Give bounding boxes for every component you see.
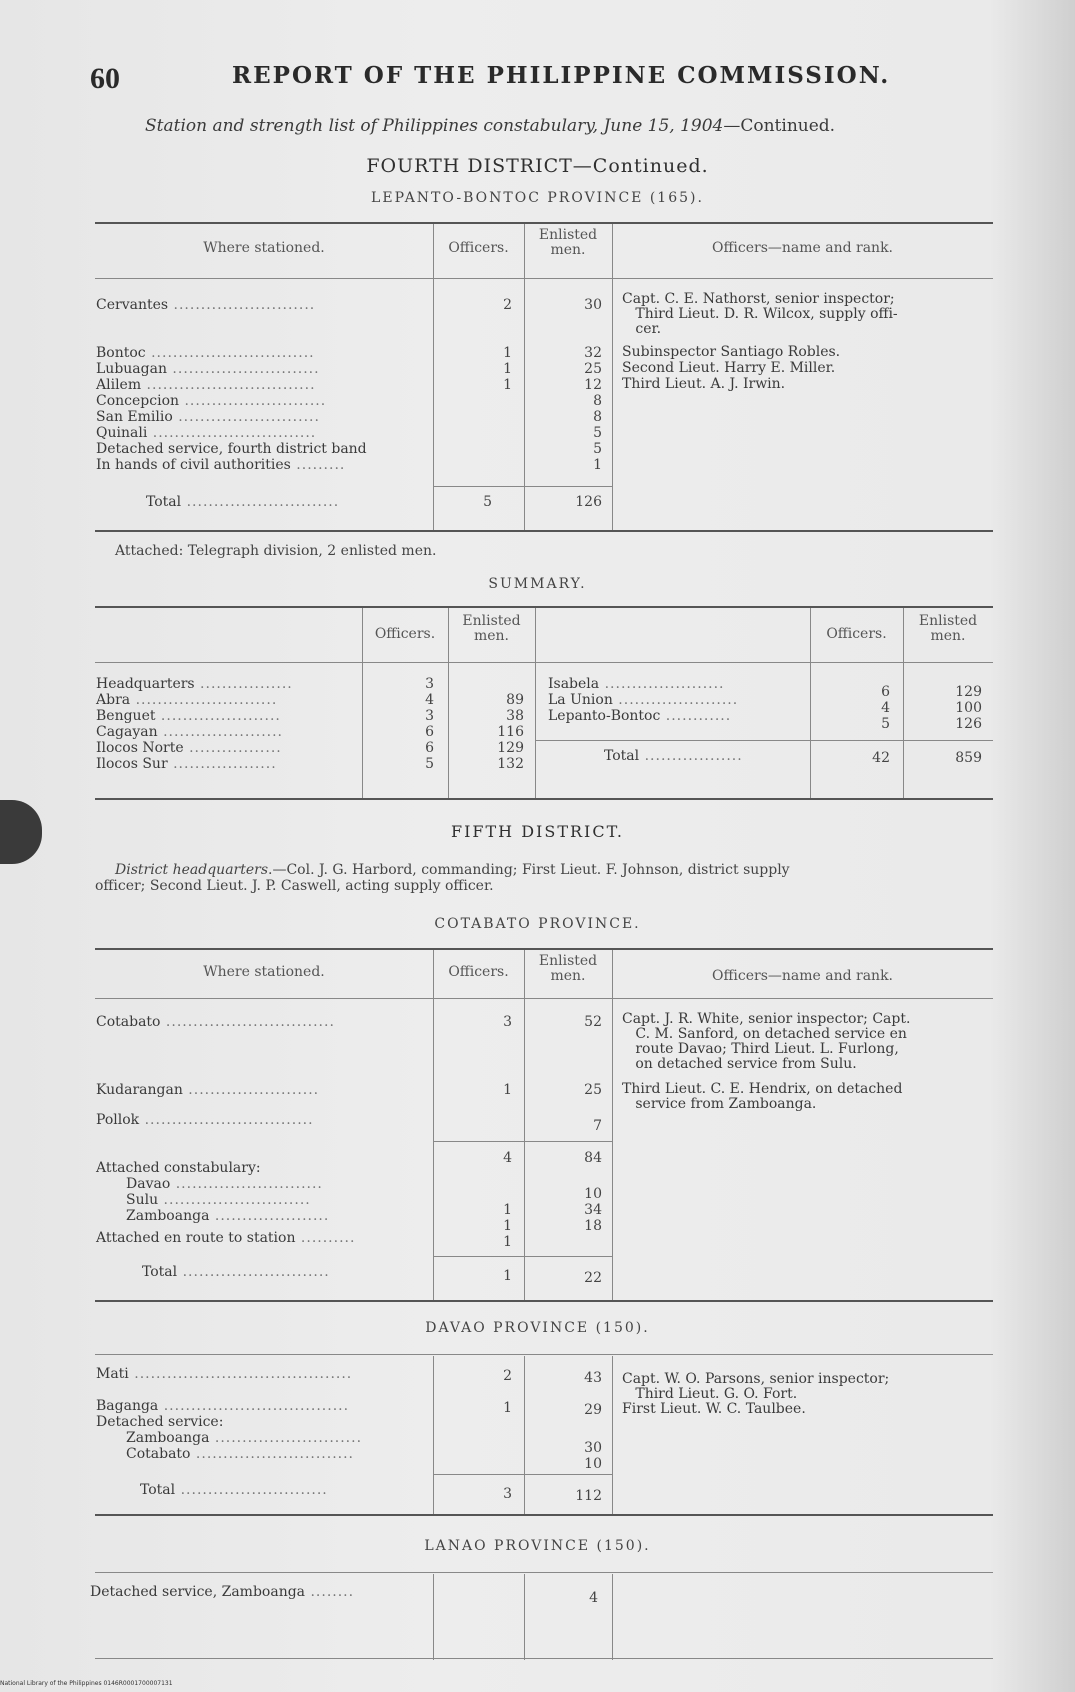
officers-cell: 2 bbox=[503, 1368, 512, 1384]
officers-cell: 5 bbox=[425, 756, 434, 772]
table-row: Cervantes .......................... bbox=[96, 297, 316, 313]
officers-cell: 1 bbox=[503, 1234, 512, 1250]
men-cell: 34 bbox=[584, 1202, 602, 1218]
men-cell: 43 bbox=[584, 1370, 602, 1386]
lepanto-province-heading: LEPANTO-BONTOC PROVINCE (165). bbox=[371, 190, 704, 206]
officers-cell: 4 bbox=[881, 700, 890, 716]
men-cell: 8 bbox=[593, 409, 602, 425]
officers-total: 42 bbox=[872, 750, 890, 766]
fourth-district-heading: FOURTH DISTRICT—Continued. bbox=[366, 155, 709, 177]
officers-cell: 1 bbox=[503, 361, 512, 377]
officers-cell: 6 bbox=[425, 724, 434, 740]
col-enlisted: Enlisted men. bbox=[538, 953, 598, 984]
officers-cell: 4 bbox=[425, 692, 434, 708]
total-row: Total ........................... bbox=[142, 1264, 330, 1280]
table-row: In hands of civil authorities ......... bbox=[96, 457, 346, 473]
table-caption: Station and strength list of Philippines constabulary, June 15, 1904—Continued. bbox=[145, 116, 836, 136]
summary-row: La Union ...................... bbox=[548, 692, 739, 708]
officers-cell: 2 bbox=[503, 297, 512, 313]
men-cell: 10 bbox=[584, 1186, 602, 1202]
men-cell: 5 bbox=[593, 441, 602, 457]
men-cell: 7 bbox=[593, 1118, 602, 1134]
men-cell: 129 bbox=[955, 684, 982, 700]
men-cell: 29 bbox=[584, 1402, 602, 1418]
men-cell: 126 bbox=[955, 716, 982, 732]
table-row: Cotabato ............................... bbox=[96, 1014, 335, 1030]
men-cell: 1 bbox=[593, 457, 602, 473]
table-row: Attached en route to station .......... bbox=[96, 1230, 356, 1246]
page-number: 60 bbox=[90, 62, 120, 95]
officers-cell: 1 bbox=[503, 377, 512, 393]
summary-row: Cagayan ...................... bbox=[96, 724, 283, 740]
total-row: Total ........................... bbox=[140, 1482, 328, 1498]
col-enlisted: Enlisted men. bbox=[538, 227, 598, 258]
table-row: Pollok ............................... bbox=[96, 1112, 314, 1128]
summary-heading: SUMMARY. bbox=[488, 576, 587, 592]
table-row: Mati ........................................ bbox=[96, 1366, 353, 1382]
district-headquarters-note: District headquarters.—Col. J. G. Harbord, commanding; First Lieut. F. Johnson, district supply bbox=[115, 862, 790, 878]
men-cell: 132 bbox=[497, 756, 524, 772]
lanao-province-heading: LANAO PROVINCE (150). bbox=[424, 1538, 651, 1554]
officers-cell: 4 bbox=[503, 1150, 512, 1166]
summary-row: Abra .......................... bbox=[96, 692, 278, 708]
summary-col-officers-2: Officers. bbox=[826, 626, 887, 642]
summary-row: Lepanto-Bontoc ............ bbox=[548, 708, 732, 724]
men-total: 126 bbox=[575, 494, 602, 510]
officers-total: 1 bbox=[503, 1268, 512, 1284]
fifth-district-heading: FIFTH DISTRICT. bbox=[450, 822, 625, 841]
officers-cell: 3 bbox=[425, 676, 434, 692]
col-names: Officers—name and rank. bbox=[711, 240, 894, 256]
men-cell: 116 bbox=[497, 724, 524, 740]
col-names: Officers—name and rank. bbox=[711, 968, 894, 984]
table-row: San Emilio .......................... bbox=[96, 409, 320, 425]
men-cell: 18 bbox=[584, 1218, 602, 1234]
table-row: Attached constabulary: bbox=[96, 1160, 261, 1176]
table-row: Detached service: bbox=[96, 1414, 224, 1430]
source-stamp: National Library of the Philippines 0146R0001700007131 bbox=[0, 1680, 173, 1687]
table-row: Zamboanga ........................... bbox=[126, 1430, 363, 1446]
men-cell: 25 bbox=[584, 1082, 602, 1098]
summary-col-officers: Officers. bbox=[374, 626, 436, 642]
officers-cell: 1 bbox=[503, 345, 512, 361]
table-row: Detached service, Zamboanga ........ bbox=[90, 1584, 355, 1600]
officers-cell: 5 bbox=[881, 716, 890, 732]
men-cell: 32 bbox=[584, 345, 602, 361]
men-cell: 25 bbox=[584, 361, 602, 377]
col-where-stationed: Where stationed. bbox=[203, 964, 325, 980]
men-cell: 84 bbox=[584, 1150, 602, 1166]
men-total: 112 bbox=[575, 1488, 602, 1504]
men-cell: 8 bbox=[593, 393, 602, 409]
table-row: Lubuagan ........................... bbox=[96, 361, 320, 377]
officers-cell: 1 bbox=[503, 1400, 512, 1416]
table-row: Sulu ........................... bbox=[126, 1192, 311, 1208]
table-row: Quinali .............................. bbox=[96, 425, 317, 441]
total-row: Total ............................ bbox=[146, 494, 340, 510]
men-cell: 89 bbox=[506, 692, 524, 708]
document-page: 60 REPORT OF THE PHILIPPINE COMMISSION. Station and strength list of Philippines constabulary, June 15, 1904—Continued. FOURTH DISTRICT—Continued. LEPANTO-BONTOC PROVINCE (165). Where stationed. Officers. Enlisted men. Officers—name and rank. Cervantes .......................... 2 30 Bontoc .............................. 1 32 Lubuagan ........................... 1 25 Alilem ............................... 1 12 Concepcion .......................... 8 San Emilio .......................... 8 Quinali .............................. 5 Detached service, fourth district band 5 In hands of civil authorities ......... 1 Total ............................ 5 126 Capt. C. E. Nathorst, senior inspector; Third Lieut. D. R. Wilcox, supply offi- cer. Subinspector Santiago Robles. Second Lieut. Harry E. Miller. Third Lieut. A. J. Irwin. Attached: Telegraph division, 2 enlisted men. SUMMARY. Officers. Enlisted men. Officers. Enlisted men. Headquarters ................. 3 Abra .......................... 4 89 Benguet ...................... 3 38 Cagayan ...................... 6 116 Ilocos Norte ................. 6 129 Ilocos Sur ................... 5 132 Isabela ...................... 6 129 La Union ...................... 4 100 Lepanto-Bontoc ............ 5 126 Total .................. 42 859 FIFTH DISTRICT. District headquarters.—Col. J. G. Harbord, commanding; First Lieut. F. Johnson, district supply officer; Second Lieut. J. P. Caswell, acting supply officer. COTABATO PROVINCE. Where stationed. Officers. Enlisted men. Officers—name and rank. Cotabato ............................... 3 52 Kudarangan ........................ 1 25 Pollok ............................... 7 Attached constabulary: 4 84 Davao ........................... 10 Sulu ........................... 1 34 Zamboanga ..................... 1 18 Attached en route to station .......... 1 Total ........................... 1 22 Capt. J. R. White, senior inspector; Capt. C. M. Sanford, on detached service en route Davao; Third Lieut. L. Furlong, on detached service from Sulu. Third Lieut. C. E. Hendrix, on detached service from Zamboanga. DAVAO PROVINCE (150). Mati ........................................ 2 43 Baganga .................................. 1 29 Detached service: Zamboanga ........................... 30 Cotabato ............................. 10 Total ........................... 3 112 Capt. W. O. Parsons, senior inspector; Third Lieut. G. O. Fort. First Lieut. W. C. Taulbee. LANAO PROVINCE (150). Detached service, Zamboanga ........ 4 National Library of the Philippines 0146R0001700007131 bbox=[0, 0, 1075, 1692]
men-cell: 4 bbox=[589, 1590, 598, 1606]
table-row: Cotabato ............................. bbox=[126, 1446, 354, 1462]
page-blemish bbox=[0, 800, 42, 864]
officers-cell: 1 bbox=[503, 1202, 512, 1218]
table-row: Concepcion .......................... bbox=[96, 393, 327, 409]
men-cell: 30 bbox=[584, 297, 602, 313]
summary-row: Ilocos Norte ................. bbox=[96, 740, 282, 756]
men-cell: 5 bbox=[593, 425, 602, 441]
men-total: 859 bbox=[955, 750, 982, 766]
men-cell: 30 bbox=[584, 1440, 602, 1456]
men-cell: 38 bbox=[506, 708, 524, 724]
col-where-stationed: Where stationed. bbox=[203, 240, 325, 256]
cotabato-province-heading: COTABATO PROVINCE. bbox=[434, 916, 641, 932]
officers-cell: 3 bbox=[425, 708, 434, 724]
men-cell: 100 bbox=[955, 700, 982, 716]
men-cell: 52 bbox=[584, 1014, 602, 1030]
officers-total: 3 bbox=[503, 1486, 512, 1502]
table-row: Baganga .................................. bbox=[96, 1398, 350, 1414]
men-total: 22 bbox=[584, 1270, 602, 1286]
summary-col-enlisted-2: Enlisted men. bbox=[918, 613, 978, 644]
officers-total: 5 bbox=[483, 494, 492, 510]
table-row: Zamboanga ..................... bbox=[126, 1208, 330, 1224]
table-row: Davao ........................... bbox=[126, 1176, 323, 1192]
summary-col-enlisted: Enlisted men. bbox=[462, 613, 521, 644]
attached-note: Attached: Telegraph division, 2 enlisted men. bbox=[115, 543, 437, 559]
officers-cell: 1 bbox=[503, 1218, 512, 1234]
table-row: Alilem ............................... bbox=[96, 377, 316, 393]
district-headquarters-note-2: officer; Second Lieut. J. P. Caswell, acting supply officer. bbox=[95, 878, 494, 894]
officers-cell: 6 bbox=[425, 740, 434, 756]
table-row: Kudarangan ........................ bbox=[96, 1082, 320, 1098]
summary-total-row: Total .................. bbox=[604, 748, 743, 764]
table-row: Bontoc .............................. bbox=[96, 345, 315, 361]
men-cell: 12 bbox=[584, 377, 602, 393]
men-cell: 129 bbox=[497, 740, 524, 756]
table-row: Detached service, fourth district band bbox=[96, 441, 367, 457]
davao-province-heading: DAVAO PROVINCE (150). bbox=[425, 1320, 650, 1336]
summary-row: Benguet ...................... bbox=[96, 708, 281, 724]
officers-cell: 6 bbox=[881, 684, 890, 700]
officers-cell: 3 bbox=[503, 1014, 512, 1030]
col-officers: Officers. bbox=[448, 240, 509, 256]
summary-row: Ilocos Sur ................... bbox=[96, 756, 277, 772]
col-officers: Officers. bbox=[448, 964, 509, 980]
report-title: REPORT OF THE PHILIPPINE COMMISSION. bbox=[232, 62, 891, 89]
summary-row: Headquarters ................. bbox=[96, 676, 293, 692]
officers-cell: 1 bbox=[503, 1082, 512, 1098]
summary-row: Isabela ...................... bbox=[548, 676, 725, 692]
men-cell: 10 bbox=[584, 1456, 602, 1472]
